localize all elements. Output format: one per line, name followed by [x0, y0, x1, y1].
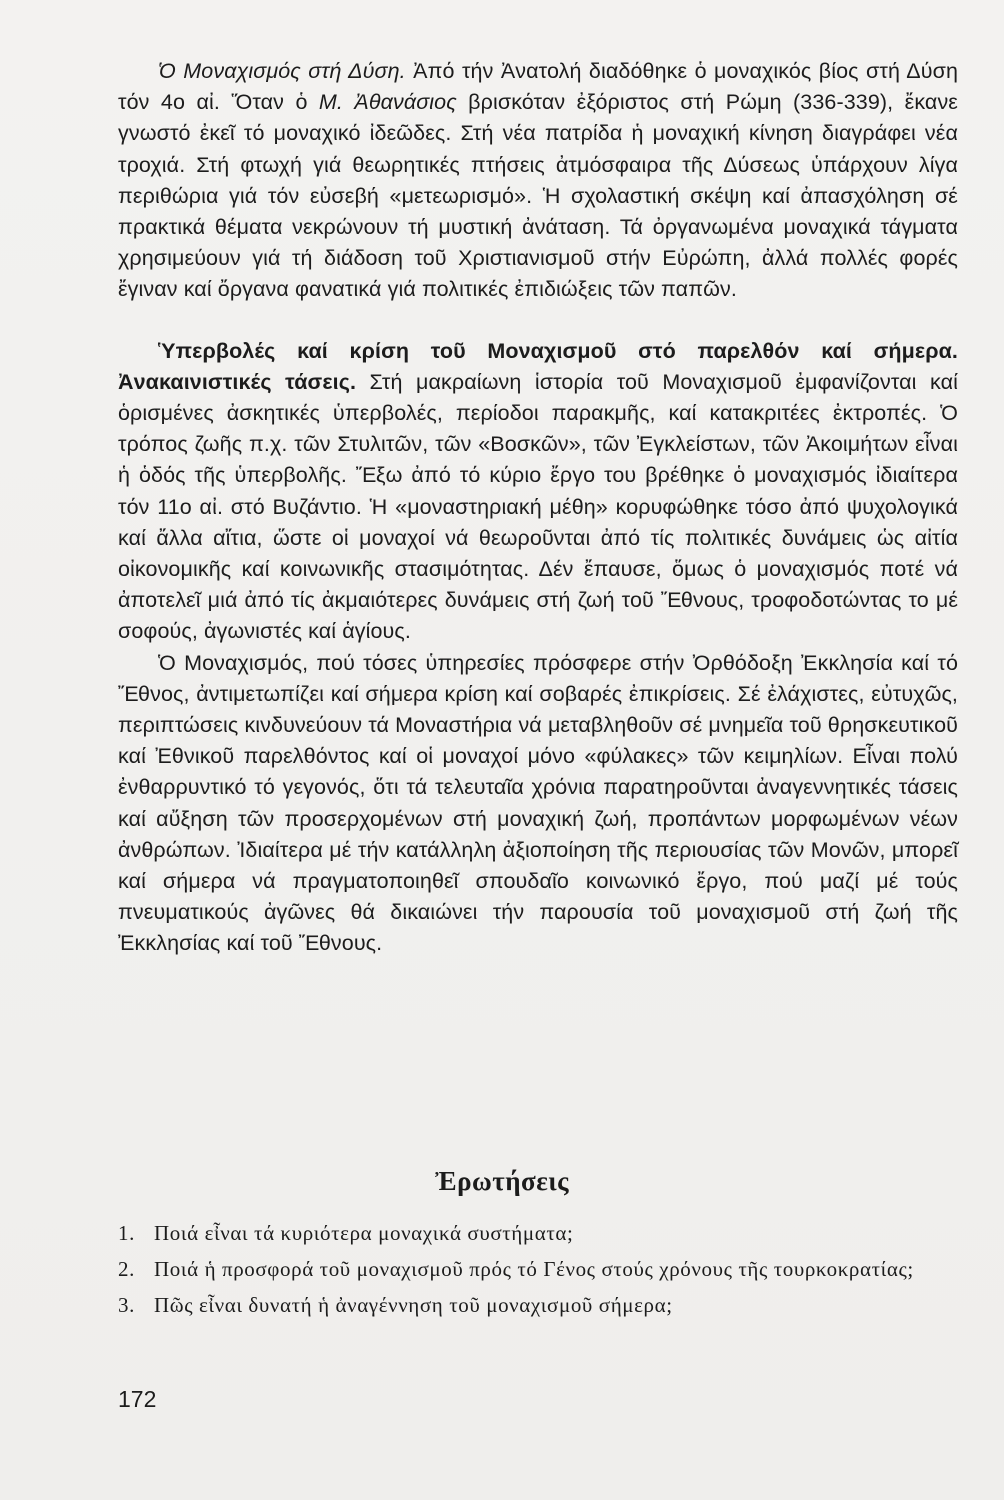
paragraph-monasticism-west	[118, 56, 958, 306]
question-item	[118, 1290, 963, 1320]
section-title-monasticism-west: Ὁ Μοναχισμός στή Δύση.	[158, 59, 406, 83]
question-text: Πῶς εἶναι δυνατή ἡ ἀναγέννηση τοῦ μοναχισμοῦ σήμερα;	[154, 1293, 673, 1317]
p1-rest: βρισκόταν ἐξόριστος στή Ρώμη (336-339), ἔκανε γνωστό ἐκεῖ τό μοναχικό ἰδεῶδες. Στή νέα πατρίδα ἡ μοναχική κίνηση διαγράφει νέα τροχιά. Στή φτωχή γιά θεωρητικές πτήσεις ἀτμόσφαιρα τῆς Δύσεως ὑπάρχουν λίγα περιθώρια γιά τόν εὐσεβή «μετεωρισμό». Ἡ σχολαστική σκέψη καί ἀπασχόληση σέ πρακτικά θέματα νεκρώνουν τή μυστική ἀνάταση. Τά ὀργανωμένα μοναχικά τάγματα χρησιμεύουν γιά τή διάδοση τοῦ Χριστιανισμοῦ στήν Εὐρώπη, ἀλλά πολλές φορές ἔγιναν καί ὄργανα φανατικά γιά πολιτικές ἐπιδιώξεις τῶν παπῶν.	[118, 90, 958, 302]
questions-list	[118, 1218, 963, 1326]
question-text: Ποιά εἶναι τά κυριότερα μοναχικά συστήματα;	[154, 1221, 574, 1245]
question-text: Ποιά ἡ προσφορά τοῦ μοναχισμοῦ πρός τό Γένος στούς χρόνους τῆς τουρκοκρατίας;	[154, 1257, 914, 1281]
body-text	[118, 56, 958, 960]
question-item	[118, 1218, 963, 1248]
question-number: 3.	[118, 1293, 135, 1317]
person-athanasius: Μ. Ἀθανάσιος	[318, 90, 457, 115]
question-item	[118, 1254, 963, 1284]
question-number: 2.	[118, 1257, 135, 1281]
page-number: 172	[118, 1386, 157, 1412]
p1-intro: Ἀπό τήν Ἀνατολή διαδόθηκε ὁ μοναχικός βίος στή Δύση τόν 4ο αἰ. Ὅταν ὁ	[118, 59, 959, 115]
question-number: 1.	[118, 1221, 135, 1245]
p2-text: Στή μακραίωνη ἱστορία τοῦ Μοναχισμοῦ ἐμφανίζονται καί ὁρισμένες ἀσκητικές ὑπερβολές, περίοδοι παρακμῆς, καί κατακριτέες ἐκτροπές. Ὁ τρόπος ζωῆς π.χ. τῶν Στυλιτῶν, τῶν «Βοσκῶν», τῶν Ἐγκλείστων, τῶν Ἀκοιμήτων εἶναι ἡ ὁδός τῆς ὑπερβολῆς. Ἔξω ἀπό τό κύριο ἔργο του βρέθηκε ὁ μοναχισμός ἰδιαίτερα τόν 11ο αἰ. στό Βυζάντιο. Ἡ «μοναστηριακή μέθη» κορυφώθηκε τόσο ἀπό ψυχολογικά καί ἄλλα αἴτια, ὥστε οἱ μοναχοί νά θεωροῦνται ἀπό τίς πολιτικές δυνάμεις ὡς αἰτία οἰκονομικῆς καί κοινωνικῆς στασιμότητας. Δέν ἔπαυσε, ὅμως ὁ μοναχισμός ποτέ νά ἀποτελεῖ μιά ἀπό τίς ἀκμαιότερες δυνάμεις στή ζωή τοῦ Ἔθνους, τροφοδοτώντας το μέ σοφούς, ἀγωνιστές καί ἁγίους.	[118, 369, 958, 644]
paragraph-excesses-crisis	[118, 336, 958, 648]
questions-title: Ἐρωτήσεις	[434, 1166, 570, 1196]
section-heading-excesses: Ὑπερβολές καί κρίση τοῦ Μοναχισμοῦ στό παρελθόν καί σήμερα. Ἀνακαινιστικές τάσεις.	[118, 338, 958, 394]
paragraph-monasticism-today: Ὁ Μοναχισμός, πού τόσες ὑπηρεσίες πρόσφερε στήν Ὀρθόδοξη Ἐκκλησία καί τό Ἔθνος, ἀντιμετωπίζει καί σήμερα κρίση καί σοβαρές ἐπικρίσεις. Σέ ἐλάχιστες, εὐτυχῶς, περιπτώσεις κινδυνεύουν τά Μοναστήρια νά μεταβληθοῦν σέ μνημεῖα τοῦ θρησκευτικοῦ καί Ἐθνικοῦ παρελθόντος καί οἱ μοναχοί μόνο «φύλακες» τῶν κειμηλίων. Εἶναι πολύ ἐνθαρρυντικό τό γεγονός, ὅτι τά τελευταῖα χρόνια παρατηροῦνται ἀναγεννητικές τάσεις καί αὔξηση τῶν προσερχομένων στή μοναχική ζωή, προπάντων μορφωμένων νέων ἀνθρώπων. Ἰδιαίτερα μέ τήν κατάλληλη ἀξιοποίηση τῆς περιουσίας τῶν Μονῶν, μπορεῖ καί σήμερα νά πραγματοποιηθεῖ σπουδαῖο κοινωνικό ἔργο, πού μαζί μέ τούς πνευματικούς ἀγῶνες θά δικαιώνει τήν παρουσία τοῦ μοναχισμοῦ στή ζωή τῆς Ἐκκλησίας καί τοῦ Ἔθνους.	[118, 650, 958, 956]
